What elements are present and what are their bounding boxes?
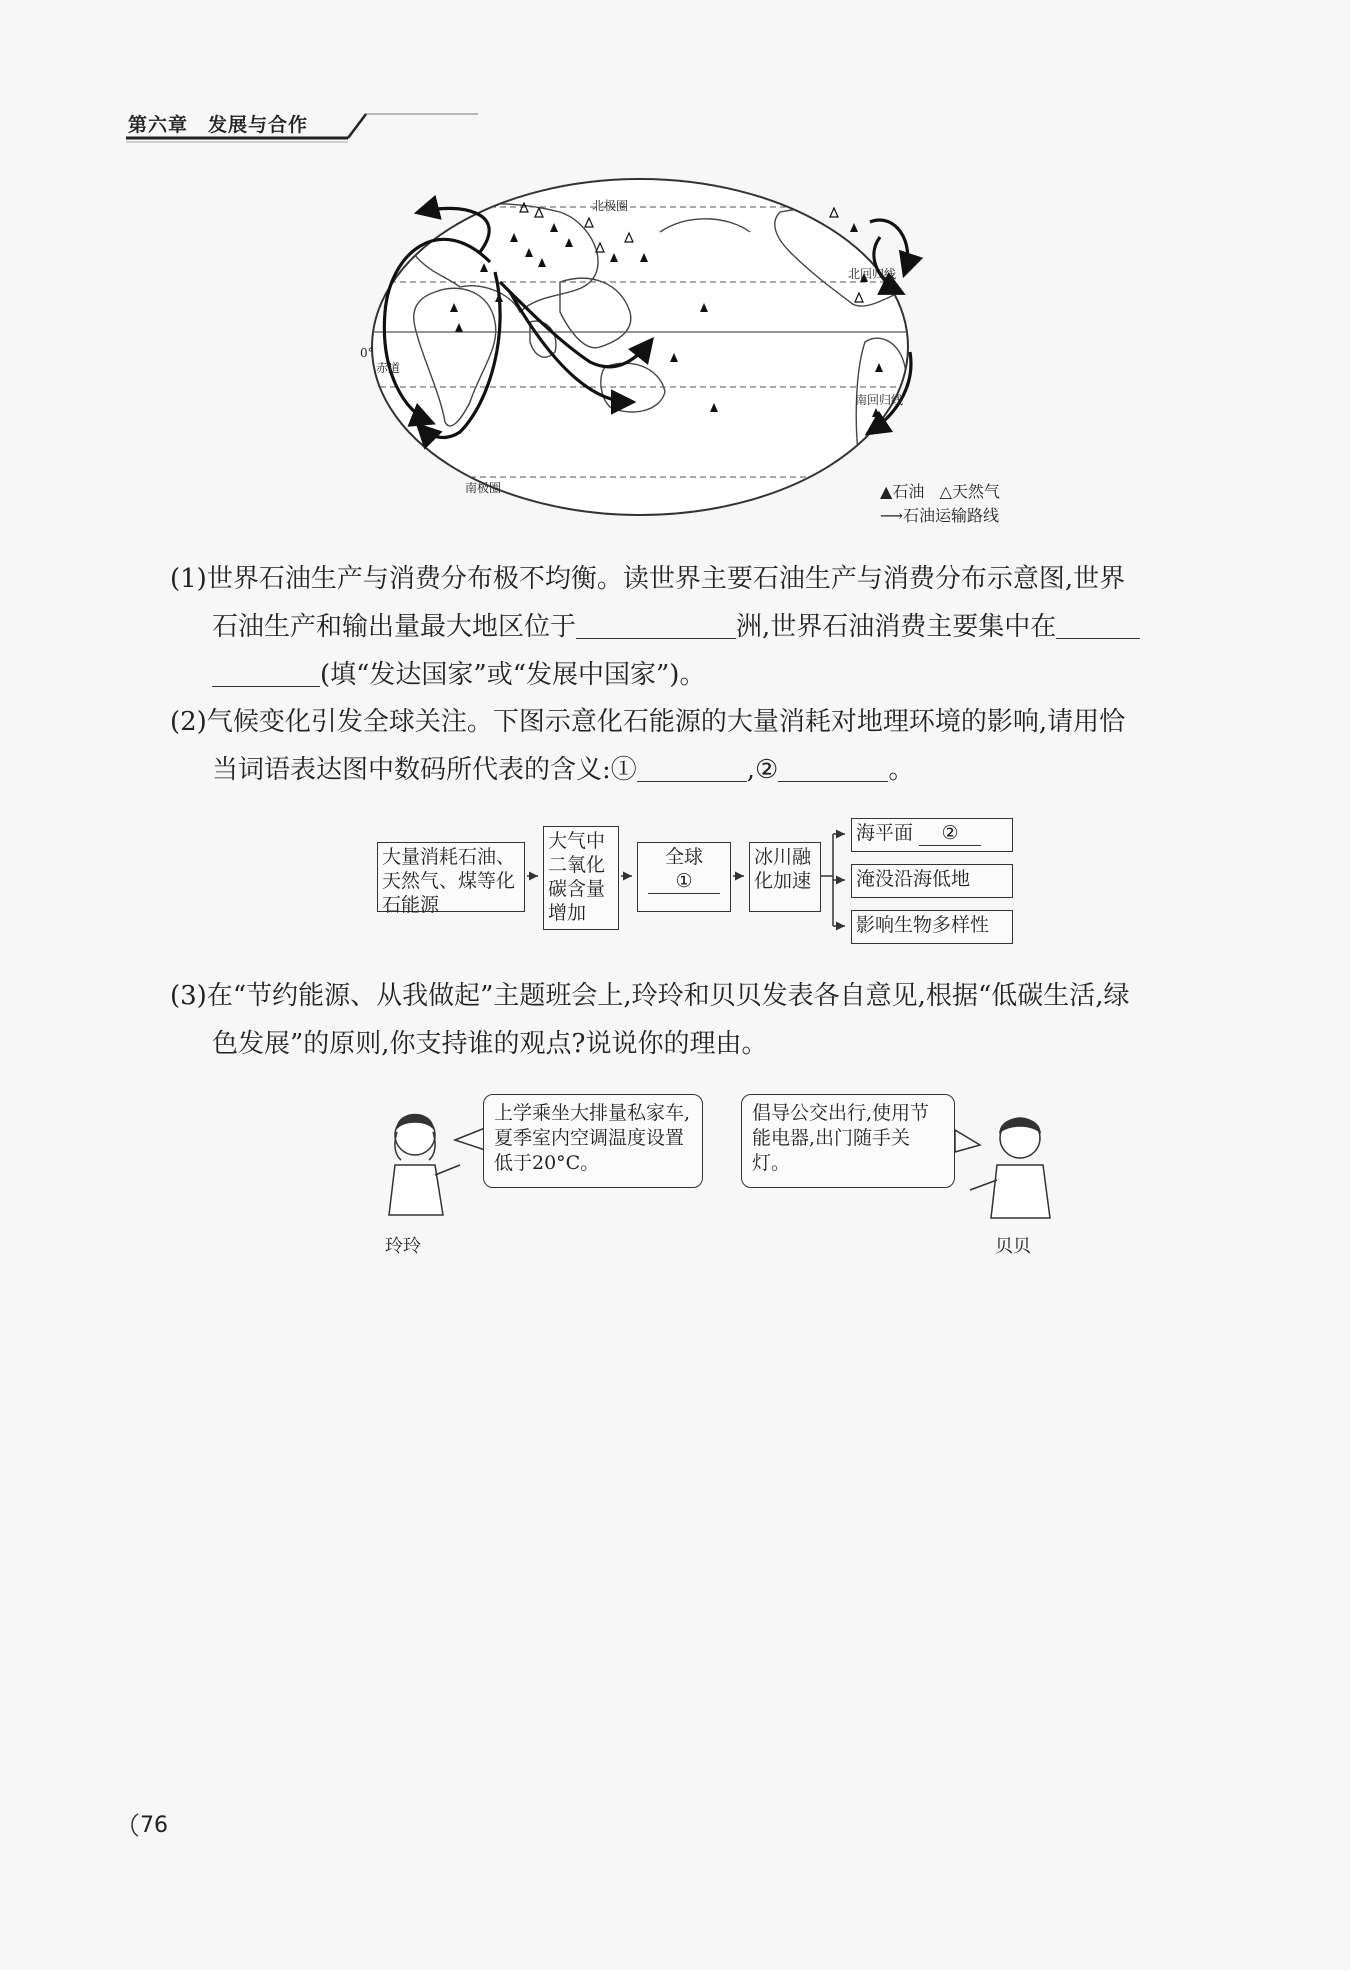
answer-blank-consumer[interactable] bbox=[212, 656, 320, 687]
label-arctic: 北极圈 bbox=[592, 199, 629, 213]
flow-box-co2: 大气中二氧化碳含量增加 bbox=[543, 826, 619, 930]
answer-blank-continent[interactable] bbox=[576, 608, 736, 639]
map-legend bbox=[880, 480, 1000, 528]
label-equator: 赤道 bbox=[376, 361, 401, 375]
page-number bbox=[128, 1812, 168, 1838]
climate-flowchart bbox=[375, 814, 1035, 954]
question-1 bbox=[170, 555, 1230, 699]
q1-text-b: 洲,世界石油消费主要集中在 bbox=[736, 612, 1057, 642]
chapter-header bbox=[126, 104, 506, 144]
answer-blank-2[interactable] bbox=[778, 751, 888, 782]
label-antarctic: 南极圈 bbox=[465, 481, 502, 495]
answer-blank-1[interactable] bbox=[637, 751, 747, 782]
legend-row-route bbox=[880, 504, 1000, 528]
name-beibei: 贝贝 bbox=[995, 1236, 1031, 1257]
q3-line1: (3)在“节约能源、从我做起”主题班会上,玲玲和贝贝发表各自意见,根据“低碳生活,绿 bbox=[170, 981, 1130, 1011]
flow-box-lowland: 淹没沿海低地 bbox=[851, 864, 1013, 898]
answer-blank-consumer-start[interactable] bbox=[1056, 608, 1140, 639]
name-lingling: 玲玲 bbox=[385, 1236, 421, 1257]
label-tropic-n: 北回归线 bbox=[848, 267, 897, 281]
q2-text-b: ,② bbox=[746, 755, 779, 785]
q1-line1: (1)世界石油生产与消费分布极不均衡。读世界主要石油生产与消费分布示意图,世界 bbox=[170, 564, 1126, 594]
q2-line2 bbox=[170, 746, 1230, 794]
flow-box-global-text: 全球 bbox=[664, 846, 703, 868]
flow-blank-1: ① bbox=[648, 869, 720, 894]
q1-text-c: (填“发达国家”或“发展中国家”)。 bbox=[320, 660, 706, 690]
page-number-text: 76 bbox=[140, 1813, 168, 1838]
q2-text-c: 。 bbox=[888, 755, 915, 785]
legend-route: 石油运输路线 bbox=[902, 506, 999, 525]
flow-sea-level-text: 海平面 bbox=[856, 822, 914, 844]
flow-box-sea-level bbox=[851, 818, 1013, 852]
q3-line2: 色发展”的原则,你支持谁的观点?说说你的理由。 bbox=[212, 1029, 768, 1059]
q1-line3 bbox=[170, 651, 1230, 699]
speech-bubble-lingling: 上学乘坐大排量私家车,夏季室内空调温度设置低于20°C。 bbox=[483, 1094, 703, 1188]
map-graphic bbox=[360, 172, 1040, 532]
label-zero: 0° bbox=[360, 346, 374, 360]
flow-box-fossil-fuel: 大量消耗石油、天然气、煤等化石能源 bbox=[377, 842, 525, 912]
flow-box-global bbox=[637, 842, 731, 912]
flow-box-glacier: 冰川融化加速 bbox=[749, 842, 821, 912]
flow-box-biodiversity: 影响生物多样性 bbox=[851, 910, 1013, 944]
legend-oil: 石油 bbox=[892, 482, 925, 501]
chapter-title: 第六章 发展与合作 bbox=[128, 114, 309, 136]
legend-gas: 天然气 bbox=[951, 482, 1000, 501]
label-tropic-s: 南回归线 bbox=[855, 393, 904, 407]
question-3 bbox=[170, 972, 1230, 1068]
q1-line2 bbox=[170, 603, 1230, 651]
q2-line1: (2)气候变化引发全球关注。下图示意化石能源的大量消耗对地理环境的影响,请用恰 bbox=[170, 707, 1126, 737]
students-scene bbox=[385, 1090, 1065, 1270]
flow-blank-2: ② bbox=[919, 821, 981, 846]
q1-text-a: 石油生产和输出量最大地区位于 bbox=[212, 612, 577, 642]
gas-icon: △ bbox=[939, 482, 952, 501]
oil-icon: ▲ bbox=[880, 482, 893, 501]
arrow-right-icon: ⟶ bbox=[880, 506, 903, 525]
legend-row-oil-gas bbox=[880, 480, 1000, 504]
page-number-bracket bbox=[128, 1812, 140, 1838]
world-oil-map bbox=[360, 172, 1040, 532]
speech-bubble-beibei: 倡导公交出行,使用节能电器,出门随手关灯。 bbox=[741, 1094, 955, 1188]
question-2 bbox=[170, 698, 1230, 794]
header-rule bbox=[126, 104, 506, 144]
q2-text-a: 当词语表达图中数码所代表的含义:① bbox=[212, 755, 637, 785]
